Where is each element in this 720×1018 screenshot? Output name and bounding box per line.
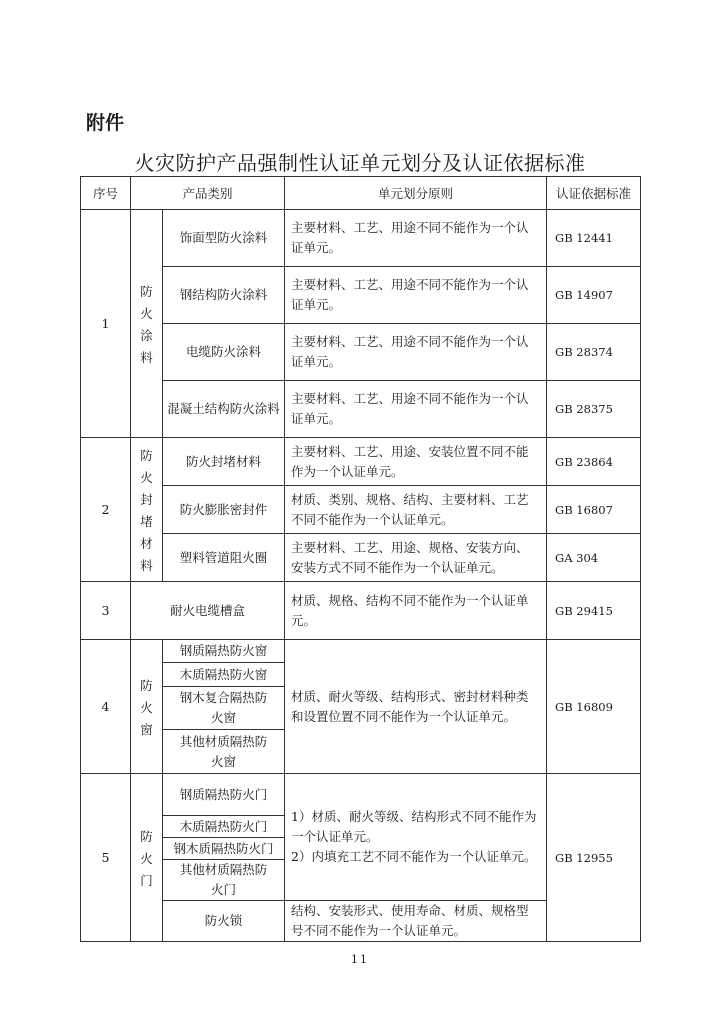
table-row xyxy=(81,486,641,534)
standard-code: GB 16809 xyxy=(547,640,641,774)
unit-rule: 结构、安装形式、使用寿命、材质、规格型号不同不能作为一个认证单元。 xyxy=(285,901,547,942)
standard-code: GB 28374 xyxy=(547,324,641,381)
header-idx: 序号 xyxy=(81,177,131,210)
table-row xyxy=(81,267,641,324)
product-name: 防火封堵材料 xyxy=(163,438,285,486)
certification-table xyxy=(80,176,641,942)
unit-rule-item: 2）内填充工艺不同不能作为一个认证单元。 xyxy=(291,849,537,864)
product-name: 塑料管道阻火圈 xyxy=(163,534,285,582)
product-name: 其他材质隔热防火窗 xyxy=(163,730,285,774)
product-name: 防火膨胀密封件 xyxy=(163,486,285,534)
category-label: 防 火 门 xyxy=(131,774,163,942)
unit-rule: 主要材料、工艺、用途、规格、安装方向、安装方式不同不能作为一个认证单元。 xyxy=(285,534,547,582)
category-label: 防 火 封 堵 材 料 xyxy=(131,438,163,582)
header-category: 产品类别 xyxy=(131,177,285,210)
unit-rule: 主要材料、工艺、用途不同不能作为一个认证单元。 xyxy=(285,267,547,324)
table-row xyxy=(81,582,641,640)
standard-code: GB 29415 xyxy=(547,582,641,640)
unit-rule: 材质、耐火等级、结构形式、密封材料种类和设置位置不同不能作为一个认证单元。 xyxy=(285,640,547,774)
product-name: 木质隔热防火门 xyxy=(163,816,285,838)
page-number: 11 xyxy=(351,953,369,966)
row-index: 4 xyxy=(81,640,131,774)
row-index: 5 xyxy=(81,774,131,942)
product-name: 防火锁 xyxy=(163,901,285,942)
product-name: 木质隔热防火窗 xyxy=(163,663,285,687)
category-label: 防 火 窗 xyxy=(131,640,163,774)
product-name: 饰面型防火涂料 xyxy=(163,210,285,267)
product-name: 耐火电缆槽盒 xyxy=(131,582,285,640)
unit-rule: 主要材料、工艺、用途不同不能作为一个认证单元。 xyxy=(285,324,547,381)
product-name: 钢质隔热防火门 xyxy=(163,774,285,816)
table-row xyxy=(81,381,641,438)
product-name: 混凝土结构防火涂料 xyxy=(163,381,285,438)
unit-rule: 主要材料、工艺、用途不同不能作为一个认证单元。 xyxy=(285,381,547,438)
table-row xyxy=(81,210,641,267)
unit-rule: 主要材料、工艺、用途、安装位置不同不能作为一个认证单元。 xyxy=(285,438,547,486)
standard-code: GB 12955 xyxy=(547,774,641,942)
header-standard: 认证依据标准 xyxy=(547,177,641,210)
standard-code: GB 16807 xyxy=(547,486,641,534)
category-label: 防 火 涂 料 xyxy=(131,210,163,438)
product-name: 钢质隔热防火窗 xyxy=(163,640,285,663)
document-title: 火灾防护产品强制性认证单元划分及认证依据标准 xyxy=(134,151,586,175)
product-name: 钢结构防火涂料 xyxy=(163,267,285,324)
row-index: 1 xyxy=(81,210,131,438)
unit-rule: 材质、规格、结构不同不能作为一个认证单元。 xyxy=(285,582,547,640)
header-rule: 单元划分原则 xyxy=(285,177,547,210)
table-row xyxy=(81,534,641,582)
unit-rule-item: 1）材质、耐火等级、结构形式不同不能作为一个认证单元。 xyxy=(291,809,537,844)
product-name: 电缆防火涂料 xyxy=(163,324,285,381)
product-name: 其他材质隔热防火门 xyxy=(163,860,285,901)
row-index: 2 xyxy=(81,438,131,582)
table-row xyxy=(81,640,641,663)
product-name: 钢木复合隔热防火窗 xyxy=(163,687,285,730)
unit-rule xyxy=(285,774,547,901)
table-header-row xyxy=(81,177,641,210)
standard-code: GA 304 xyxy=(547,534,641,582)
table-row xyxy=(81,438,641,486)
unit-rule: 材质、类别、规格、结构、主要材料、工艺不同不能作为一个认证单元。 xyxy=(285,486,547,534)
unit-rule: 主要材料、工艺、用途不同不能作为一个认证单元。 xyxy=(285,210,547,267)
standard-code: GB 12441 xyxy=(547,210,641,267)
standard-code: GB 14907 xyxy=(547,267,641,324)
standard-code: GB 28375 xyxy=(547,381,641,438)
standard-code: GB 23864 xyxy=(547,438,641,486)
product-name: 钢木质隔热防火门 xyxy=(163,838,285,860)
row-index: 3 xyxy=(81,582,131,640)
table-row xyxy=(81,324,641,381)
attachment-label: 附件 xyxy=(86,112,125,134)
table-row xyxy=(81,774,641,816)
